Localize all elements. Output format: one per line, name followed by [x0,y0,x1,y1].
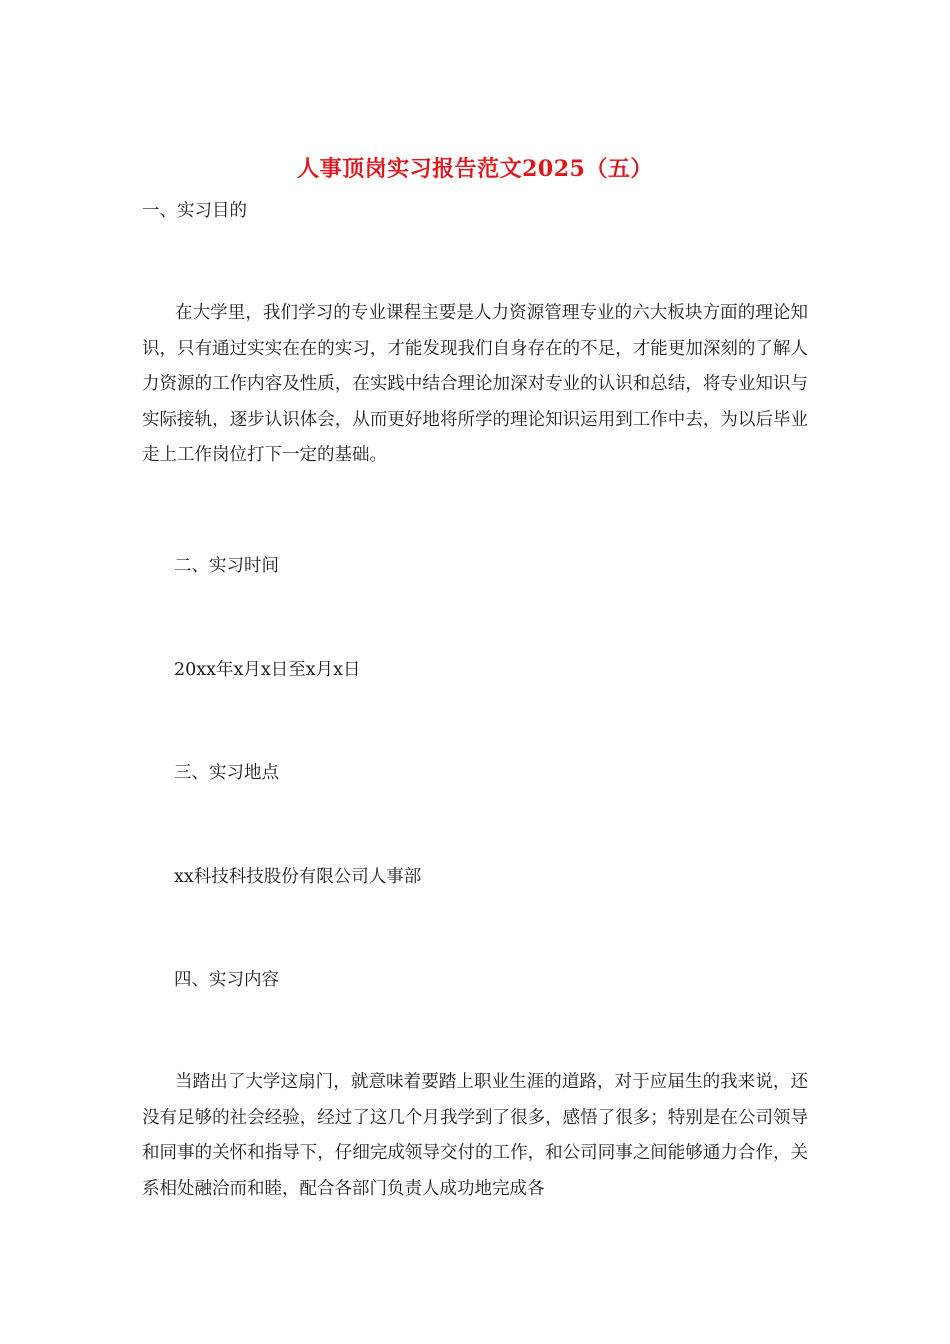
document-title: 人事顶岗实习报告范文2025（五） [297,156,653,182]
paragraph-content: 当踏出了大学这扇门，就意味着要踏上职业生涯的道路，对于应届生的我来说，还没有足够的社会经验，经过了这几个月我学到了很多，感悟了很多；特别是在公司领导和同事的关怀和指导下，仔细完成领导交付的工作，和公司同事之间能够通力合作，关系相处融洽而和睦，配合各部门负责人成功地完成各 [142,1072,808,1199]
section-heading-purpose: 一、实习目的 [142,201,247,221]
section-heading-location: 三、实习地点 [174,763,279,783]
internship-time-text: 20xx年x月x日至x月x日 [174,660,361,680]
section-heading-content: 四、实习内容 [174,970,279,990]
paragraph-purpose: 在大学里，我们学习的专业课程主要是人力资源管理专业的六大板块方面的理论知识，只有通过实实在在的实习，才能发现我们自身存在的不足，才能更加深刻的了解人力资源的工作内容及性质，在实践中结合理论加深对专业的认识和总结，将专业知识与实际接轨，逐步认识体会，从而更好地将所学的理论知识运用到工作中去，为以后毕业走上工作岗位打下一定的基础。 [142,303,808,465]
internship-location-text: xx科技科技股份有限公司人事部 [174,867,422,887]
section-heading-time: 二、实习时间 [174,556,279,576]
